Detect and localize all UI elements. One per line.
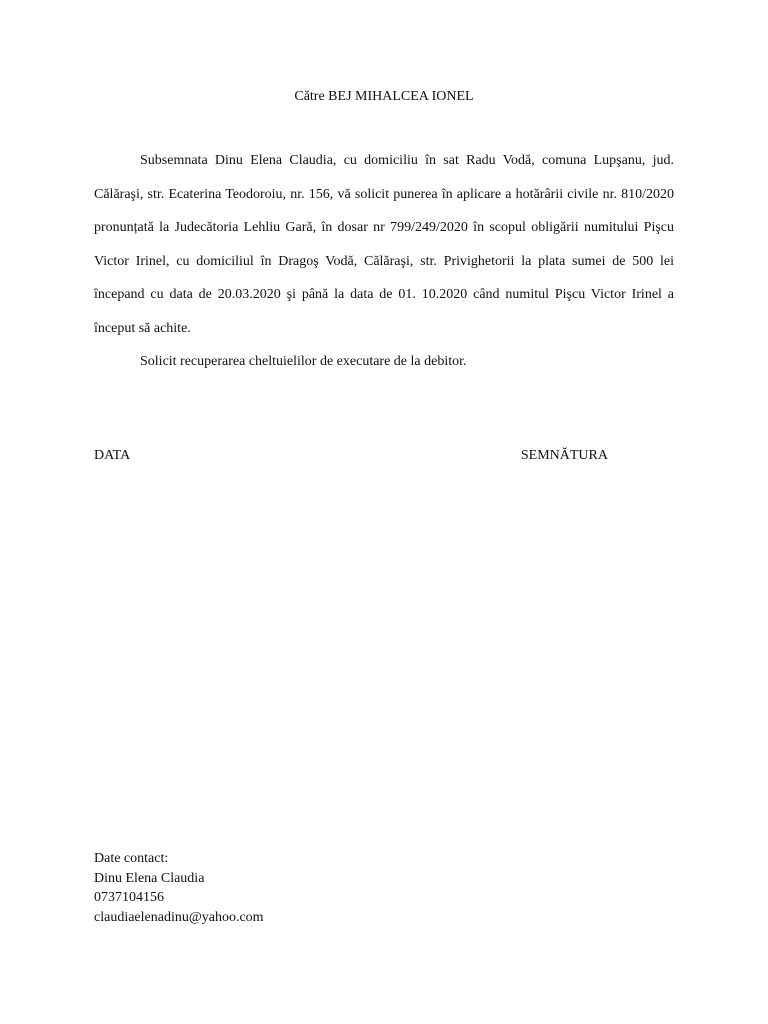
paragraph-line: 01. 10.2020 când numitul Pişcu Victor Irinel a început să achite. xyxy=(94,287,675,336)
paragraph-line: Subsemnata Dinu Elena Claudia, cu domiciliu în sat Radu Vodă, comuna Lupşanu, xyxy=(140,153,646,168)
paragraph-line: nr. 810/2020 pronunțată la Judecătoria Lehliu Gară, în dosar nr 799/249/2020 în scopul xyxy=(94,186,675,235)
request-paragraph xyxy=(94,144,674,345)
contact-block xyxy=(94,849,264,927)
contact-name: Dinu Elena Claudia xyxy=(94,870,205,886)
contact-phone: 0737104156 xyxy=(94,890,164,905)
contact-email: claudiaelenadinu@yahoo.com xyxy=(94,909,264,925)
date-label: DATA xyxy=(94,448,131,463)
contact-heading: Date contact: xyxy=(94,851,169,866)
signature-label: SEMNĂTURA xyxy=(520,448,608,463)
signature-row xyxy=(94,446,608,466)
addressee-line: Către BEJ MIHALCEA IONEL xyxy=(294,89,474,104)
cost-recovery-paragraph: Solicit recuperarea cheltuielilor de executare de la debitor. xyxy=(140,354,467,369)
request-body xyxy=(94,144,674,379)
paragraph-line: Privighetorii la plata sumei de 500 lei începand cu data de 20.03.2020 şi până la data de xyxy=(94,253,675,302)
paragraph-line: jud. Călăraşi, str. Ecaterina Teodoroiu, nr. 156, vă solicit punerea în aplicare a hotărârii civile xyxy=(94,153,674,202)
paragraph-line: obligării numitului Pişcu Victor Irinel, cu domiciliul în Dragoş Vodă, Călăraşi, str. xyxy=(94,220,675,269)
